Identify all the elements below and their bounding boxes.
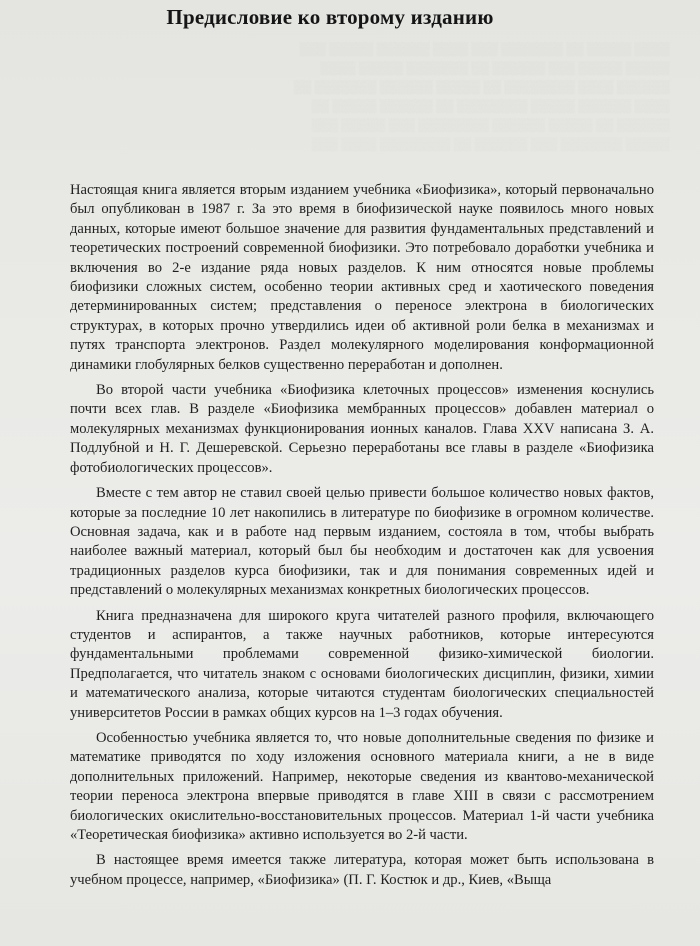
- page-body: [70, 181, 654, 890]
- paragraph: Настоящая книга является вторым изданием учебника «Биофизика», который первоначально был опубликован в 1987 г. За это время в биофизической науке появилось много новых данных, которые имеют большое значение для развития фундаментальных представлений и теоретических построений современной биофизики. Это потребовало доработки учебника и включения во 2-е издание ряда новых разделов. К ним относятся новые проблемы биофизики сложных систем, особенно теории активных сред и хаотического поведения детерминированных систем; представления о переносе электрона в биологических структурах, в которых прочно утвердились идеи об активной роли белка в механизмах и путях транспорта электронов. Раздел молекулярного моделирования конформационной динамики глобулярных белков существенно переработан и дополнен.: [70, 182, 654, 373]
- paragraph: Особенностью учебника является то, что новые дополнительные сведения по физике и математике приводятся по ходу изложения основного материала книги, а не в виде дополнительных приложений. Например, некоторые сведения из квантово-механической теории переноса электрона впервые приводятся в главе XIII в связи с рассмотрением биологических окислительно-восстановительных процессов. Материал 1-й части учебника «Теоретическая биофизика» активно используется во 2-й части.: [70, 729, 654, 843]
- paragraph: Книга предназначена для широкого круга читателей разного профиля, включающего студентов и аспирантов, а также научных работников, которые интересуются фундаментальными проблемами современной физико-химической биологии. Предполагается, что читатель знаком с основами биологических дисциплин, физики, химии и математического анализа, которые читаются студентам биологических специальностей университетов России в рамках общих курсов на 1–3 годах обучения.: [70, 607, 654, 721]
- page-title: Предисловие ко второму изданию: [166, 5, 494, 29]
- paragraph: Во второй части учебника «Биофизика клеточных процессов» изменения коснулись почти всех глав. В разделе «Биофизика мембранных процессов» добавлен материал о молекулярных механизмах функционирования ионных каналов. Глава XXV написана З. А. Подлубной и Н. Г. Дешеревской. Серьезно переработаны все главы в разделе «Биофизика фотобиологических процессов».: [70, 382, 654, 476]
- show-through-text: ░░░░ ░░░░░ ░░ ░░░░░░░ ░░░ ░░░░ ░░░░░░ ░░░░░ ░░░ ░░░░░ ░░░░░ ░░░ ░░░░░░ ░░ ░░░░░░░ ░░░░░ ░░░░ ░░░░░░ ░░░░ ░░░░░░░░ ░░ ░░░░░ ░░░░░░ ░░░░░░░ ░░ ░░░░ ░░░░░░ ░░░░░ ░░░░░░░░ ░░ ░░░░░░ ░░░░░ ░░ ░░░░░░ ░░ ░░░░░ ░░░░░░ ░░░░░░░░ ░░░ ░░░░░ ░░░ ░░░░░ ░░░░░░░ ░░░ ░░░░░░ ░░ ░░░░░░░░ ░░░░ ░░░: [293, 42, 670, 151]
- paragraph: В настоящее время имеется также литература, которая может быть использована в учебном процессе, например, «Биофизика» (П. Г. Костюк и др., Киев, «Выща: [70, 852, 654, 888]
- paragraph: Вместе с тем автор не ставил своей целью привести большое количество новых фактов, которые за последние 10 лет накопились в литературе по биофизике в огромном количестве. Основная задача, как и в работе над первым изданием, состояла в том, чтобы выбрать наиболее важный материал, который был бы необходим и достаточен как для усвоения традиционных разделов курса биофизики, так и для понимания современных идей и представлений о молекулярных механизмах конкретных биологических процессов.: [70, 485, 654, 599]
